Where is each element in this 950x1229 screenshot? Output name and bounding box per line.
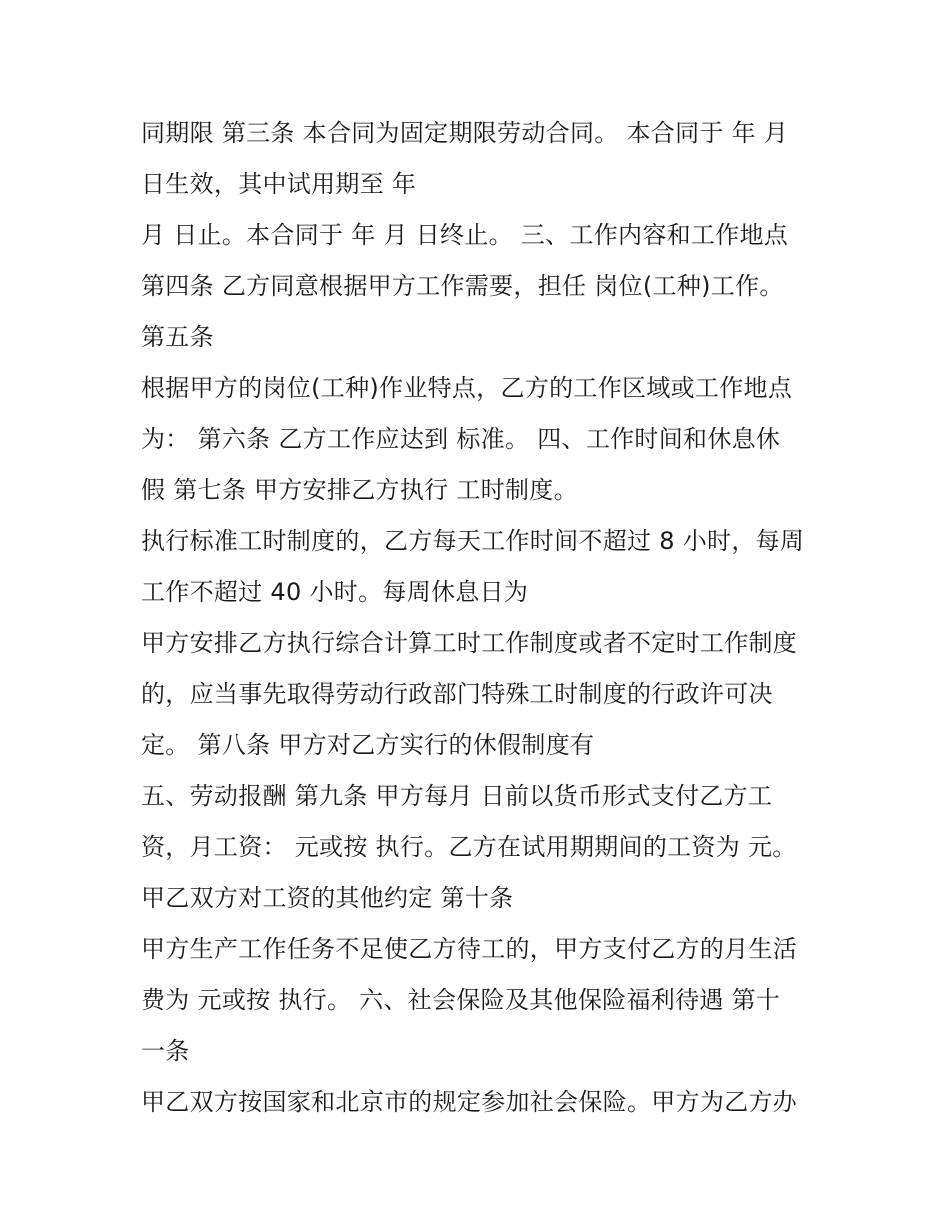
text-line: 甲方生产工作任务不足使乙方待工的，甲方支付乙方的月生活 — [141, 935, 798, 963]
text-line: 五、劳动报酬 第九条 甲方每月 日前以货币形式支付乙方工 — [141, 782, 773, 810]
text-line: 为： 第六条 乙方工作应达到 标准。 四、工作时间和休息休 — [141, 425, 781, 453]
text-line: 日生效，其中试用期至 年 — [141, 170, 417, 198]
text-line: 执行标准工时制度的，乙方每天工作时间不超过 8 小时，每周 — [141, 527, 805, 555]
text-line: 第四条 乙方同意根据甲方工作需要，担任 岗位(工种)工作。 — [141, 272, 784, 300]
text-line: 甲乙双方对工资的其他约定 第十条 — [141, 884, 514, 912]
text-line: 第五条 — [141, 323, 214, 351]
text-line: 工作不超过 40 小时。每周休息日为 — [141, 578, 529, 606]
text-line: 根据甲方的岗位(工种)作业特点，乙方的工作区域或工作地点 — [141, 374, 793, 402]
document-body — [141, 108, 821, 1128]
text-line: 月 日止。本合同于 年 月 日终止。 三、工作内容和工作地点 — [141, 221, 789, 249]
text-line: 的，应当事先取得劳动行政部门特殊工时制度的行政许可决 — [141, 680, 773, 708]
text-line: 甲方安排乙方执行综合计算工时工作制度或者不定时工作制度 — [141, 629, 798, 657]
text-line: 费为 元或按 执行。 六、社会保险及其他保险福利待遇 第十 — [141, 986, 781, 1014]
text-line: 同期限 第三条 本合同为固定期限劳动合同。 本合同于 年 月 — [141, 119, 789, 147]
text-line: 假 第七条 甲方安排乙方执行 工时制度。 — [141, 476, 578, 504]
text-line: 定。 第八条 甲方对乙方实行的休假制度有 — [141, 731, 595, 759]
text-line: 甲乙双方按国家和北京市的规定参加社会保险。甲方为乙方办 — [141, 1088, 798, 1116]
text-line: 资，月工资： 元或按 执行。乙方在试用期期间的工资为 元。 — [141, 833, 797, 861]
text-line: 一条 — [141, 1037, 190, 1065]
